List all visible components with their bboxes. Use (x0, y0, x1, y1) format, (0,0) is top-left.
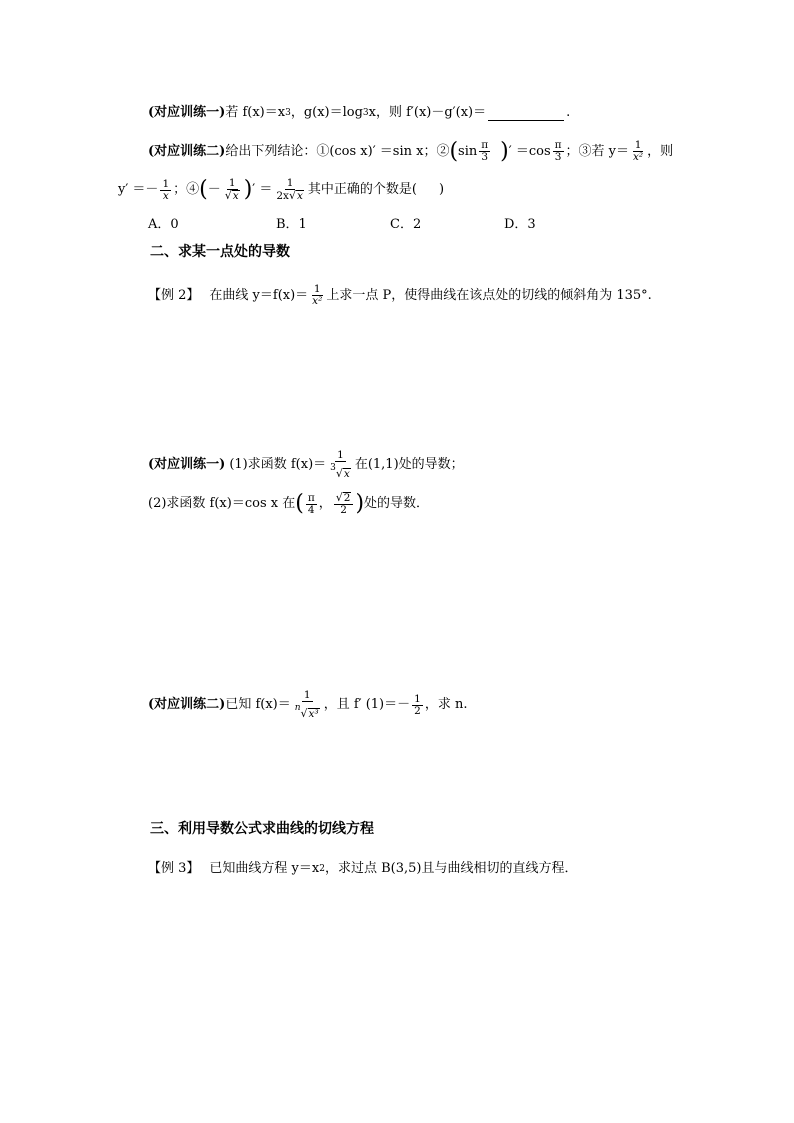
training-1: (对应训练一) (1)求函数 f(x)＝ 1 3 √ x 在(1,1)处的导数； (148, 449, 464, 480)
example-tag: 【例 2】 (148, 287, 200, 303)
fraction: $\frac{\pi}{4}$ (307, 491, 315, 516)
example-2: 【例 2】 在曲线 y＝f(x)＝ $\frac{1}{\text{x²}}$ 上求一点 P，使得曲线在该点处的切线的倾斜角为 135°. (148, 283, 652, 307)
exercise-2-line-cont: y′ ＝－ $\frac{1}{x}$ ；④ ( － 1 √ x ) ′ ＝ 1 2x √ x 其中正确的个数是( ) (118, 177, 445, 202)
option-a: A．0 (148, 217, 179, 232)
answer-options (148, 216, 536, 234)
training-2: (对应训练二) 已知 f(x)＝ 1 n √ x³ ，且 f′ (1)＝－ $\frac{1}{2}$ ，求 n. (148, 689, 468, 720)
option-b: B．1 (276, 217, 307, 232)
fraction: $\frac{1}{x}$ (162, 177, 170, 202)
section-3-heading: 三、利用导数公式求曲线的切线方程 (150, 821, 374, 837)
fraction: $\frac{1}{\text{x²}}$ (633, 139, 644, 163)
answer-blank (488, 106, 564, 121)
option-d: D．3 (504, 217, 536, 232)
exercise-2-line: (对应训练二) 给出下列结论：①(cos x)′ ＝sin x；② ( sin $\frac{\pi}{3}$ ) ′ ＝cos $\frac{\pi}{3}$ ；③若 y＝ $\frac{1}{\text{x²}}$ ，则 (148, 138, 674, 164)
training-1-part-2: (2)求函数 f(x)＝cos x 在 ( $\frac{\pi}{4}$ ， √ 2 2 ) 处的导数． (148, 491, 430, 516)
exercise-tag: (对应训练一) (148, 105, 226, 120)
fraction: $\frac{\pi}{3}$ (481, 139, 489, 163)
fraction: $\frac{1}{2}$ (414, 692, 421, 717)
fraction: 1 2x √ x (276, 177, 303, 202)
exercise-tag: (对应训练一) (148, 457, 226, 472)
example-tag: 【例 3】 (148, 861, 200, 876)
exercise-tag: (对应训练二) (148, 143, 226, 159)
option-c: C．2 (390, 217, 422, 232)
fraction: 1 n √ x³ (294, 689, 319, 720)
fraction: 1 √ x (224, 177, 239, 202)
exercise-tag: (对应训练二) (148, 697, 226, 712)
example-3: 【例 3】 已知曲线方程 y＝x 2 ，求过点 B(3,5)且与曲线相切的直线方程． (148, 861, 578, 876)
fraction: √ 2 2 (334, 492, 354, 516)
section-2-heading: 二、求某一点处的导数 (150, 244, 290, 260)
fraction: $\frac{\pi}{3}$ (554, 139, 562, 163)
fraction: $\frac{1}{\text{x²}}$ (312, 283, 323, 307)
exercise-1-line: (对应训练一) 若 f(x)＝x 3 ，g(x)＝log 3 x，则 f′(x)－g′(x)＝ . (148, 105, 571, 120)
fraction: 1 3 √ x (330, 449, 350, 480)
